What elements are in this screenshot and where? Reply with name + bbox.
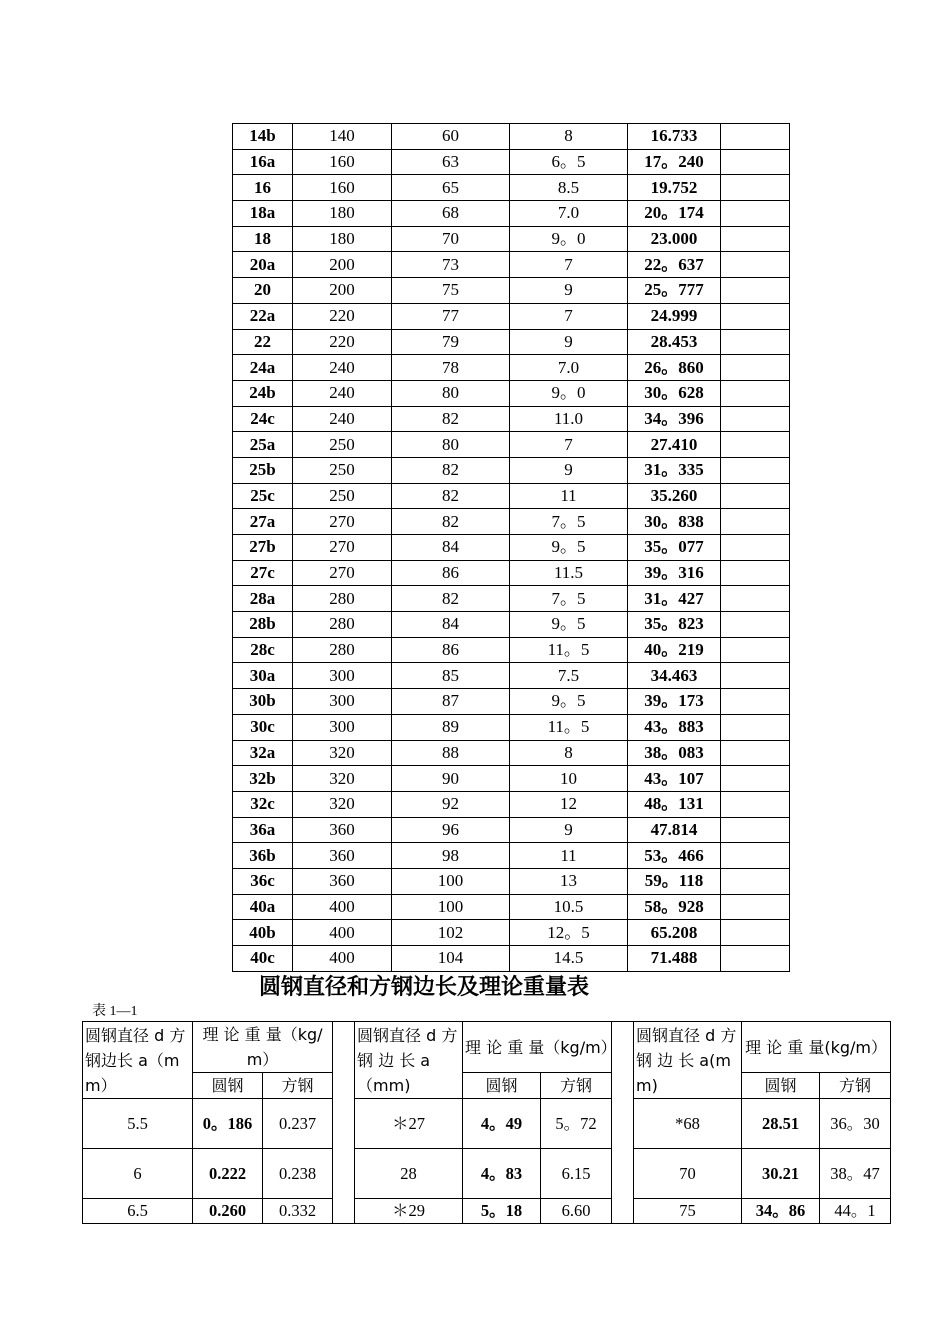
flange-width-cell: 84 [392,612,510,638]
weight-cell: 17。240 [628,149,721,175]
channel-table-row [233,457,790,483]
model-cell: 24c [233,406,293,432]
flange-width-cell: 82 [392,457,510,483]
channel-table-row [233,509,790,535]
empty-cell [721,663,790,689]
web-thickness-cell: 7 [510,303,628,329]
height-cell: 180 [293,201,392,227]
size-cell: 70 [634,1149,742,1199]
weight-cell: 71.488 [628,946,721,972]
channel-table-body [233,124,790,972]
weight-cell: 59。118 [628,868,721,894]
web-thickness-cell: 11 [510,483,628,509]
empty-cell [721,920,790,946]
flange-width-cell: 86 [392,560,510,586]
size-header-g1: 圆钢直径 d 方钢边长 a（mm） [83,1022,193,1099]
web-thickness-cell: 6。5 [510,149,628,175]
flange-width-cell: 73 [392,252,510,278]
empty-cell [721,689,790,715]
weight-header-g2: 理 论 重 量（kg/m） [463,1022,612,1073]
empty-cell [721,894,790,920]
empty-cell [721,355,790,381]
empty-cell [721,175,790,201]
empty-cell [721,329,790,355]
weight-cell: 31。335 [628,457,721,483]
model-cell: 25a [233,432,293,458]
web-thickness-cell: 11 [510,843,628,869]
weight-cell: 16.733 [628,124,721,150]
channel-table-row [233,124,790,150]
height-cell: 270 [293,535,392,561]
web-thickness-cell: 9 [510,457,628,483]
flange-width-cell: 80 [392,380,510,406]
web-thickness-cell: 7。5 [510,586,628,612]
model-cell: 18 [233,226,293,252]
channel-table-row [233,329,790,355]
height-cell: 300 [293,714,392,740]
empty-cell [721,560,790,586]
flange-width-cell: 87 [392,689,510,715]
height-cell: 200 [293,278,392,304]
square-weight-cell: 36。30 [820,1099,891,1149]
weight-cell: 20。174 [628,201,721,227]
channel-table-row [233,791,790,817]
model-cell: 32b [233,766,293,792]
flange-width-cell: 96 [392,817,510,843]
model-cell: 40b [233,920,293,946]
empty-cell [721,766,790,792]
flange-width-cell: 78 [392,355,510,381]
square-weight-cell: 44。1 [820,1199,891,1224]
model-cell: 30c [233,714,293,740]
flange-width-cell: 92 [392,791,510,817]
flange-width-cell: 88 [392,740,510,766]
round-header-row-2 [83,1073,891,1099]
height-cell: 250 [293,483,392,509]
model-cell: 36a [233,817,293,843]
channel-table-row [233,714,790,740]
empty-cell [721,252,790,278]
channel-table-row [233,894,790,920]
model-cell: 28c [233,637,293,663]
web-thickness-cell: 9 [510,817,628,843]
weight-cell: 25。777 [628,278,721,304]
size-header-g3: 圆钢直径 d 方 钢 边 长 a(mm) [634,1022,742,1099]
weight-header-g3: 理 论 重 量(kg/m） [742,1022,891,1073]
square-steel-header: 方钢 [820,1073,891,1099]
weight-cell: 22。637 [628,252,721,278]
channel-table-row [233,920,790,946]
height-cell: 320 [293,791,392,817]
flange-width-cell: 98 [392,843,510,869]
square-steel-header: 方钢 [263,1073,333,1099]
web-thickness-cell: 9。5 [510,689,628,715]
model-cell: 22a [233,303,293,329]
round-weight-cell: 0.260 [193,1199,263,1224]
height-cell: 360 [293,868,392,894]
web-thickness-cell: 7.5 [510,663,628,689]
empty-cell [721,637,790,663]
flange-width-cell: 82 [392,586,510,612]
height-cell: 400 [293,894,392,920]
model-cell: 27c [233,560,293,586]
web-thickness-cell: 9。5 [510,535,628,561]
model-cell: 20 [233,278,293,304]
channel-table-row [233,586,790,612]
flange-width-cell: 82 [392,483,510,509]
weight-cell: 31。427 [628,586,721,612]
model-cell: 16 [233,175,293,201]
height-cell: 220 [293,329,392,355]
weight-cell: 65.208 [628,920,721,946]
height-cell: 160 [293,149,392,175]
web-thickness-cell: 7 [510,252,628,278]
web-thickness-cell: 9。0 [510,380,628,406]
web-thickness-cell: 10.5 [510,894,628,920]
square-weight-cell: 38。47 [820,1149,891,1199]
model-cell: 25c [233,483,293,509]
channel-steel-table [232,123,790,972]
channel-table-row [233,766,790,792]
model-cell: 40c [233,946,293,972]
weight-cell: 43。883 [628,714,721,740]
web-thickness-cell: 9 [510,329,628,355]
web-thickness-cell: 14.5 [510,946,628,972]
weight-header-g1: 理 论 重 量（kg/m） [193,1022,333,1073]
web-thickness-cell: 11.0 [510,406,628,432]
empty-cell [721,868,790,894]
empty-cell [721,226,790,252]
web-thickness-cell: 7。5 [510,509,628,535]
web-thickness-cell: 13 [510,868,628,894]
channel-table-row [233,175,790,201]
height-cell: 160 [293,175,392,201]
web-thickness-cell: 7.0 [510,355,628,381]
flange-width-cell: 82 [392,509,510,535]
empty-cell [721,843,790,869]
empty-cell [721,483,790,509]
height-cell: 200 [293,252,392,278]
web-thickness-cell: 7.0 [510,201,628,227]
round-steel-header: 圆钢 [742,1073,820,1099]
model-cell: 18a [233,201,293,227]
channel-table-row [233,946,790,972]
height-cell: 280 [293,637,392,663]
channel-table-row [233,201,790,227]
size-header-g2: 圆钢直径 d 方 钢 边 长 a（mm) [355,1022,463,1099]
flange-width-cell: 65 [392,175,510,201]
height-cell: 300 [293,663,392,689]
weight-cell: 58。928 [628,894,721,920]
weight-cell: 30。628 [628,380,721,406]
height-cell: 240 [293,380,392,406]
empty-cell [721,946,790,972]
model-cell: 20a [233,252,293,278]
model-cell: 14b [233,124,293,150]
size-cell: ＊27 [355,1099,463,1149]
model-cell: 30a [233,663,293,689]
weight-cell: 28.453 [628,329,721,355]
round-weight-cell: 0.222 [193,1149,263,1199]
flange-width-cell: 80 [392,432,510,458]
flange-width-cell: 86 [392,637,510,663]
weight-cell: 48。131 [628,791,721,817]
model-cell: 28b [233,612,293,638]
empty-cell [721,432,790,458]
height-cell: 360 [293,843,392,869]
square-weight-cell: 0.332 [263,1199,333,1224]
size-cell: 6.5 [83,1199,193,1224]
flange-width-cell: 63 [392,149,510,175]
empty-cell [721,278,790,304]
web-thickness-cell: 12 [510,791,628,817]
flange-width-cell: 89 [392,714,510,740]
square-weight-cell: 0.238 [263,1149,333,1199]
round-data-row [83,1149,891,1199]
empty-cell [721,535,790,561]
empty-cell [721,124,790,150]
weight-cell: 40。219 [628,637,721,663]
weight-cell: 35。077 [628,535,721,561]
web-thickness-cell: 11.5 [510,560,628,586]
channel-table-row [233,535,790,561]
height-cell: 400 [293,920,392,946]
web-thickness-cell: 8 [510,124,628,150]
flange-width-cell: 77 [392,303,510,329]
channel-table-row [233,663,790,689]
round-data-row [83,1199,891,1224]
model-cell: 30b [233,689,293,715]
weight-cell: 23.000 [628,226,721,252]
empty-cell [721,509,790,535]
empty-cell [721,740,790,766]
web-thickness-cell: 9 [510,278,628,304]
flange-width-cell: 70 [392,226,510,252]
round-steel-header: 圆钢 [463,1073,541,1099]
web-thickness-cell: 11。5 [510,637,628,663]
column-gap [333,1022,355,1224]
model-cell: 16a [233,149,293,175]
model-cell: 27b [233,535,293,561]
weight-cell: 35.260 [628,483,721,509]
round-steel-table [82,1021,891,1224]
web-thickness-cell: 12。5 [510,920,628,946]
round-steel-header: 圆钢 [193,1073,263,1099]
model-cell: 27a [233,509,293,535]
empty-cell [721,380,790,406]
round-data-row [83,1099,891,1149]
channel-table-row [233,303,790,329]
height-cell: 250 [293,432,392,458]
height-cell: 400 [293,946,392,972]
height-cell: 140 [293,124,392,150]
weight-cell: 39。173 [628,689,721,715]
web-thickness-cell: 10 [510,766,628,792]
round-weight-cell: 4。49 [463,1099,541,1149]
size-cell: 6 [83,1149,193,1199]
size-cell: 28 [355,1149,463,1199]
flange-width-cell: 104 [392,946,510,972]
size-cell: *68 [634,1099,742,1149]
empty-cell [721,149,790,175]
square-weight-cell: 6.15 [541,1149,612,1199]
web-thickness-cell: 9。0 [510,226,628,252]
model-cell: 25b [233,457,293,483]
channel-table-row [233,868,790,894]
weight-cell: 24.999 [628,303,721,329]
web-thickness-cell: 8 [510,740,628,766]
flange-width-cell: 68 [392,201,510,227]
weight-cell: 35。823 [628,612,721,638]
size-cell: ＊29 [355,1199,463,1224]
weight-cell: 53。466 [628,843,721,869]
channel-table-row [233,689,790,715]
height-cell: 250 [293,457,392,483]
flange-width-cell: 82 [392,406,510,432]
channel-table-row [233,740,790,766]
model-cell: 24a [233,355,293,381]
weight-cell: 38。083 [628,740,721,766]
channel-table-row [233,149,790,175]
empty-cell [721,791,790,817]
weight-cell: 26。860 [628,355,721,381]
flange-width-cell: 85 [392,663,510,689]
channel-table-row [233,612,790,638]
empty-cell [721,406,790,432]
height-cell: 360 [293,817,392,843]
web-thickness-cell: 8.5 [510,175,628,201]
weight-cell: 43。107 [628,766,721,792]
model-cell: 24b [233,380,293,406]
model-cell: 32c [233,791,293,817]
round-weight-cell: 30.21 [742,1149,820,1199]
flange-width-cell: 79 [392,329,510,355]
round-weight-cell: 4。83 [463,1149,541,1199]
channel-table-row [233,843,790,869]
empty-cell [721,714,790,740]
flange-width-cell: 75 [392,278,510,304]
channel-table-row [233,252,790,278]
weight-cell: 27.410 [628,432,721,458]
empty-cell [721,201,790,227]
round-weight-cell: 34。86 [742,1199,820,1224]
channel-table-row [233,226,790,252]
height-cell: 280 [293,612,392,638]
weight-cell: 34。396 [628,406,721,432]
channel-table-row [233,817,790,843]
size-cell: 75 [634,1199,742,1224]
weight-cell: 34.463 [628,663,721,689]
model-cell: 36b [233,843,293,869]
flange-width-cell: 102 [392,920,510,946]
square-weight-cell: 6.60 [541,1199,612,1224]
empty-cell [721,612,790,638]
square-weight-cell: 0.237 [263,1099,333,1149]
weight-cell: 39。316 [628,560,721,586]
channel-table-row [233,355,790,381]
model-cell: 32a [233,740,293,766]
flange-width-cell: 100 [392,868,510,894]
height-cell: 220 [293,303,392,329]
flange-width-cell: 100 [392,894,510,920]
square-weight-cell: 5。72 [541,1099,612,1149]
height-cell: 240 [293,355,392,381]
empty-cell [721,457,790,483]
height-cell: 320 [293,740,392,766]
height-cell: 180 [293,226,392,252]
web-thickness-cell: 9。5 [510,612,628,638]
table-number: 表 1—1 [92,1004,138,1019]
channel-table-row [233,380,790,406]
flange-width-cell: 90 [392,766,510,792]
web-thickness-cell: 11。5 [510,714,628,740]
height-cell: 270 [293,560,392,586]
empty-cell [721,586,790,612]
channel-table-row [233,560,790,586]
channel-table-row [233,637,790,663]
flange-width-cell: 84 [392,535,510,561]
weight-cell: 19.752 [628,175,721,201]
weight-cell: 47.814 [628,817,721,843]
model-cell: 22 [233,329,293,355]
round-weight-cell: 28.51 [742,1099,820,1149]
height-cell: 270 [293,509,392,535]
round-steel-title: 圆钢直径和方钢边长及理论重量表 [259,975,590,1000]
model-cell: 28a [233,586,293,612]
round-weight-cell: 0。186 [193,1099,263,1149]
model-cell: 36c [233,868,293,894]
round-header-row-1 [83,1022,891,1073]
flange-width-cell: 60 [392,124,510,150]
empty-cell [721,303,790,329]
round-weight-cell: 5。18 [463,1199,541,1224]
weight-cell: 30。838 [628,509,721,535]
channel-table-row [233,406,790,432]
web-thickness-cell: 7 [510,432,628,458]
height-cell: 300 [293,689,392,715]
channel-table-row [233,278,790,304]
model-cell: 40a [233,894,293,920]
empty-cell [721,817,790,843]
channel-table-row [233,432,790,458]
height-cell: 240 [293,406,392,432]
size-cell: 5.5 [83,1099,193,1149]
height-cell: 320 [293,766,392,792]
square-steel-header: 方钢 [541,1073,612,1099]
channel-table-row [233,483,790,509]
height-cell: 280 [293,586,392,612]
